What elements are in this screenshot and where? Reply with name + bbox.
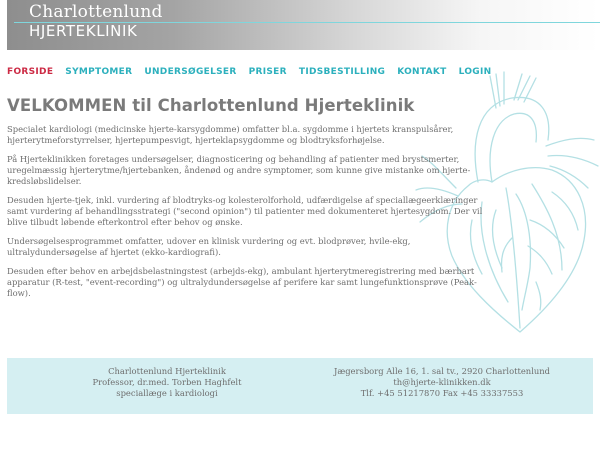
- footer-address: Jægersborg Alle 16, 1. sal tv., 2920 Charlottenlund: [333, 366, 551, 376]
- page-title: VELKOMMEN til Charlottenlund Hjerteklinik: [7, 96, 415, 115]
- footer-phone-fax: Tlf. +45 51217870 Fax +45 33337553: [360, 388, 524, 398]
- intro-paragraph-5: Desuden efter behov en arbejdsbelastningstest (arbejds-ekg), ambulant hjerterytmeregistrering med bærbart apparatur (R-test, "event-recording") og ultralydundersøgelse af perifere kar samt lungefunktionsprøve (Peak-flow).: [7, 266, 477, 298]
- footer-specialty: speciallæge i kardiologi: [116, 388, 218, 398]
- intro-paragraph-2: På Hjerteklinikken foretages undersøgelser, diagnosticering og behandling af patienter med brystsmerter, uregelmæssig hjerterytme/hjertebanken, åndenød og andre symptomer, som kunne give mistanke om hjerte-kredsløbslidelser.: [7, 154, 471, 186]
- intro-paragraph-1: Specialet kardiologi (medicinske hjerte-karsygdomme) omfatter bl.a. sygdomme i hjertets kranspulsårer, hjerterytmeforstyrrelser, hjertepumpesvigt, hjerteklapsygdomme og blodtryksforhøjelse.: [7, 124, 454, 145]
- logo-subtitle[interactable]: HJERTEKLINIK: [29, 22, 138, 40]
- intro-paragraph-4: Undersøgelsesprogrammet omfatter, udover en klinisk vurdering og evt. blodprøver, hvile-ekg, ultralydundersøgelse af hjertet (ekko-kardiografi).: [7, 236, 411, 257]
- footer-clinic-name: Charlottenlund Hjerteklinik: [108, 366, 226, 376]
- footer-clinic-info: [67, 366, 267, 399]
- nav-undersogelser[interactable]: UNDERSØGELSER: [144, 67, 237, 77]
- nav-tidsbestilling[interactable]: TIDSBESTILLING: [298, 67, 386, 77]
- footer-doctor-name: Professor, dr.med. Torben Haghfelt: [92, 377, 242, 387]
- footer-contact-info: [322, 366, 562, 399]
- nav-priser[interactable]: PRISER: [248, 67, 287, 77]
- site-header: [7, 0, 600, 50]
- nav-symptomer[interactable]: SYMPTOMER: [65, 67, 133, 77]
- main-content: [7, 96, 492, 307]
- nav-forside[interactable]: FORSIDE: [7, 67, 54, 77]
- intro-paragraph-3: Desuden hjerte-tjek, inkl. vurdering af blodtryks-og kolesterolforhold, udfærdigelse af speciallægeerklæringer samt vurdering af behandlingsstrategi ("second opinion") til patienter med dokumenteret hjertesygdom. Der vil blive tilbudt løbende efterkontrol efter behov og ønske.: [7, 195, 483, 227]
- logo-title[interactable]: Charlottenlund: [29, 2, 163, 22]
- footer-email-link[interactable]: th@hjerte-klinikken.dk: [393, 377, 491, 387]
- nav-login[interactable]: LOGIN: [458, 67, 492, 77]
- nav-kontakt[interactable]: KONTAKT: [397, 67, 447, 77]
- site-footer: [7, 358, 593, 414]
